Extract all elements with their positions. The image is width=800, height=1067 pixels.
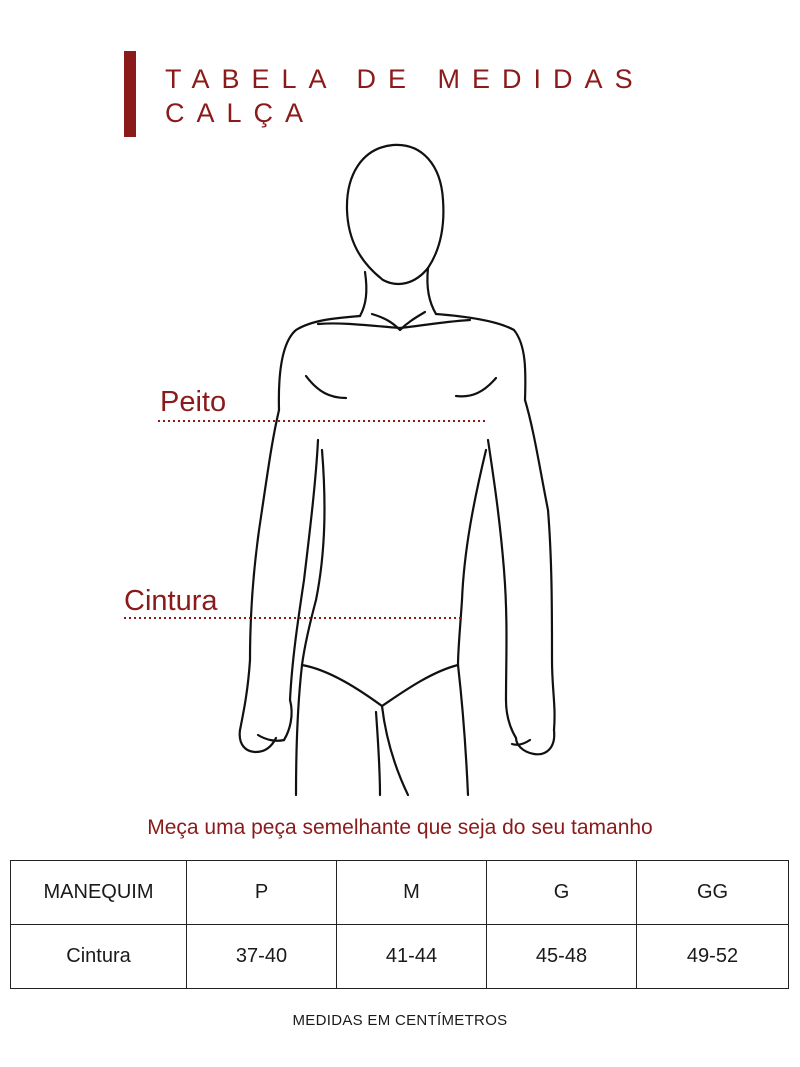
table-header-cell: P: [187, 861, 337, 925]
size-table: [10, 860, 789, 989]
table-header-row: [11, 861, 789, 925]
table-cell: 41-44: [337, 925, 487, 989]
units-footnote: MEDIDAS EM CENTÍMETROS: [292, 1012, 508, 1029]
waist-label: Cintura: [124, 585, 218, 617]
table-cell: Cintura: [11, 925, 187, 989]
table-header-cell: GG: [637, 861, 789, 925]
instruction-text: Meça uma peça semelhante que seja do seu tamanho: [147, 816, 653, 839]
table-cell: 37-40: [187, 925, 337, 989]
table-row: [11, 925, 789, 989]
table-cell: 49-52: [637, 925, 789, 989]
page-title: TABELA DE MEDIDAS: [165, 64, 645, 94]
table-header-cell: G: [487, 861, 637, 925]
table-cell: 45-48: [487, 925, 637, 989]
table-header-cell: M: [337, 861, 487, 925]
page-subtitle: CALÇA: [165, 98, 316, 128]
table-header-cell: MANEQUIM: [11, 861, 187, 925]
chest-label: Peito: [160, 386, 227, 418]
